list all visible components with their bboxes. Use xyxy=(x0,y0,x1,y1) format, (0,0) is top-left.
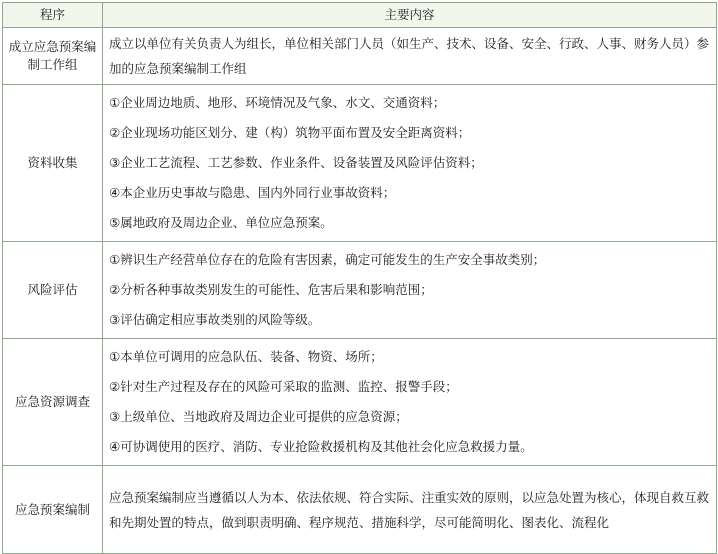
content-cell xyxy=(103,242,717,339)
procedure-table xyxy=(2,2,717,554)
step-cell: 资料收集 xyxy=(3,85,103,242)
content-line: ①辨识生产经营单位存在的危险有害因素，确定可能发生的生产安全事故类别； xyxy=(109,252,546,267)
table-row xyxy=(3,85,717,242)
content-line: ①本单位可调用的应急队伍、装备、物资、场所； xyxy=(109,349,383,364)
table-row xyxy=(3,28,717,85)
content-line: ①企业周边地质、地形、环境情况及气象、水文、交通资料； xyxy=(109,95,446,110)
content-cell xyxy=(103,85,717,242)
content-line: ②企业现场功能区划分、建（构）筑物平面布置及安全距离资料； xyxy=(109,125,471,140)
table-row xyxy=(3,339,717,466)
content-line: ③企业工艺流程、工艺参数、作业条件、设备装置及风险评估资料； xyxy=(109,155,483,170)
content-cell xyxy=(103,28,717,85)
content-cell xyxy=(103,466,717,554)
content-line: ②分析各种事故类别发生的可能性、危害后果和影响范围； xyxy=(109,282,433,297)
step-cell: 成立应急预案编制工作组 xyxy=(3,28,103,85)
content-line: ③评估确定相应事故类别的风险等级。 xyxy=(109,312,321,327)
content-cell xyxy=(103,339,717,466)
step-cell: 风险评估 xyxy=(3,242,103,339)
table-row xyxy=(3,466,717,554)
content-line: ③上级单位、当地政府及周边企业可提供的应急资源； xyxy=(109,409,408,424)
table-row xyxy=(3,242,717,339)
step-cell: 应急资源调查 xyxy=(3,339,103,466)
table-header-row xyxy=(3,3,717,28)
header-content: 主要内容 xyxy=(103,3,717,28)
header-step: 程序 xyxy=(3,3,103,28)
content-line: ④可协调使用的医疗、消防、专业抢险救援机构及其他社会化应急救援力量。 xyxy=(109,439,533,454)
step-cell: 应急预案编制 xyxy=(3,466,103,554)
content-text: 应急预案编制应当遵循以人为本、依法依规、符合实际、注重实效的原则，以应急处置为核心，体现自救互救和先期处置的特点，做到职责明确、程序规范、措施科学，尽可能简明化、图表化、流程化 xyxy=(109,489,710,530)
content-line: ②针对生产过程及存在的风险可采取的监测、监控、报警手段； xyxy=(109,379,458,394)
content-line: ④本企业历史事故与隐患、国内外同行业事故资料； xyxy=(109,185,396,200)
content-text: 成立以单位有关负责人为组长，单位相关部门人员（如生产、技术、设备、安全、行政、人事、财务人员）参加的应急预案编制工作组 xyxy=(109,36,710,76)
content-line: ⑤属地政府及周边企业、单位应急预案。 xyxy=(109,215,333,230)
